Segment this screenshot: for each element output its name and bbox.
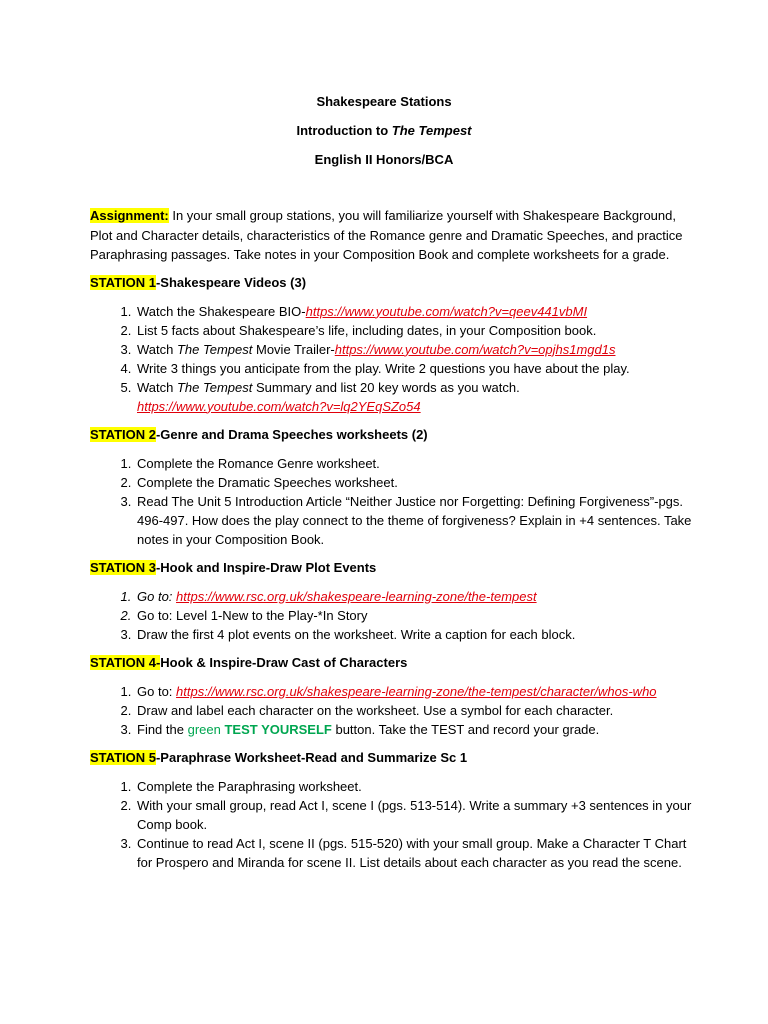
list-item: 3. Read The Unit 5 Introduction Article “Neither Justice nor Forgetting: Defining Forgiveness”-pgs. 496-497. How does the play connect to the theme of forgiveness? Explain in +4 sentences. Take notes in your Composition Book. bbox=[135, 492, 700, 549]
station-3-label: STATION 3 bbox=[90, 559, 156, 575]
list-item-text: Watch bbox=[137, 379, 177, 395]
list-item-text: Go to: bbox=[137, 588, 177, 604]
green-word: green bbox=[187, 721, 225, 737]
station-1-label: STATION 1 bbox=[90, 274, 156, 290]
station-4-label: STATION 4- bbox=[90, 654, 161, 670]
list-item: 3. Continue to read Act I, scene II (pgs. 515-520) with your small group. Make a Character T Chart for Prospero and Miranda for scene II. List details about each character as you read the scene. bbox=[135, 834, 700, 872]
station-3-list bbox=[90, 587, 700, 644]
station-2-list bbox=[90, 454, 700, 549]
station-5-heading bbox=[90, 748, 700, 767]
header-subtitle-play: The Tempest bbox=[391, 123, 472, 138]
list-item bbox=[135, 606, 700, 625]
station-2-heading bbox=[90, 425, 700, 444]
summary-video-link[interactable]: https://www.youtube.com/watch?v=lq2YEqSZo54 bbox=[137, 398, 421, 414]
assignment-paragraph bbox=[90, 206, 700, 265]
station-5-list bbox=[90, 777, 700, 872]
station-1-title: -Shakespeare Videos (3) bbox=[155, 274, 307, 290]
list-item-text: Find the bbox=[137, 721, 188, 737]
list-item: 1. Complete the Paraphrasing worksheet. bbox=[135, 777, 700, 796]
document-header bbox=[0, 93, 768, 180]
rsc-whos-who-link[interactable]: https://www.rsc.org.uk/shakespeare-learning-zone/the-tempest/character/whos-who bbox=[176, 683, 657, 699]
list-item-text: Movie Trailer- bbox=[252, 341, 335, 357]
station-5-title: -Paraphrase Worksheet-Read and Summarize Sc 1 bbox=[155, 749, 468, 765]
list-item-text: Summary and list 20 key words as you watch. bbox=[252, 379, 520, 395]
station-4-heading bbox=[90, 653, 700, 672]
play-title: The Tempest bbox=[176, 379, 253, 395]
list-item-text: button. Take the TEST and record your grade. bbox=[331, 721, 600, 737]
list-item: 4. Write 3 things you anticipate from the play. Write 2 questions you have about the play. bbox=[135, 359, 700, 378]
assignment-text: In your small group stations, you will familiarize yourself with Shakespeare Background, Plot and Character details, characteristics of the Romance genre and Dramatic Speeches, and practice Paraphrasing passages. Take notes in your Composition Book and complete worksheets for a grade. bbox=[90, 208, 683, 262]
station-4-title: Hook & Inspire-Draw Cast of Characters bbox=[160, 654, 408, 670]
test-yourself-label: TEST YOURSELF bbox=[224, 721, 332, 737]
document-body bbox=[90, 206, 700, 881]
list-item: 2. With your small group, read Act I, scene I (pgs. 513-514). Write a summary +3 sentences in your Comp book. bbox=[135, 796, 700, 834]
header-course: English II Honors/BCA bbox=[314, 152, 454, 167]
list-item bbox=[135, 720, 700, 739]
station-3-title: -Hook and Inspire-Draw Plot Events bbox=[155, 559, 377, 575]
list-item bbox=[135, 302, 700, 321]
list-item bbox=[135, 340, 700, 359]
list-item: 2. Draw and label each character on the worksheet. Use a symbol for each character. bbox=[135, 701, 700, 720]
list-item-text: Go to: bbox=[137, 683, 177, 699]
station-1-heading bbox=[90, 273, 700, 292]
list-item bbox=[135, 587, 700, 606]
station-2-title: -Genre and Drama Speeches worksheets (2) bbox=[155, 426, 428, 442]
list-item: 2. List 5 facts about Shakespeare’s life, including dates, in your Composition book. bbox=[135, 321, 700, 340]
list-item: 2. Complete the Dramatic Speeches worksheet. bbox=[135, 473, 700, 492]
rsc-tempest-link[interactable]: https://www.rsc.org.uk/shakespeare-learning-zone/the-tempest bbox=[176, 588, 537, 604]
list-item: 3. Draw the first 4 plot events on the worksheet. Write a caption for each block. bbox=[135, 625, 700, 644]
station-3-heading bbox=[90, 558, 700, 577]
station-5-label: STATION 5 bbox=[90, 749, 156, 765]
station-4-list bbox=[90, 682, 700, 739]
header-subtitle-prefix: Introduction to bbox=[296, 123, 392, 138]
list-item-text: Go to: Level 1-New to the Play-*In Story bbox=[137, 607, 368, 623]
play-title: The Tempest bbox=[176, 341, 253, 357]
list-item-text: Watch the Shakespeare BIO- bbox=[137, 303, 306, 319]
movie-trailer-link[interactable]: https://www.youtube.com/watch?v=opjhs1mgd1s bbox=[334, 341, 616, 357]
list-item bbox=[135, 682, 700, 701]
assignment-label: Assignment: bbox=[90, 208, 169, 223]
list-item: 1. Complete the Romance Genre worksheet. bbox=[135, 454, 700, 473]
list-item bbox=[135, 378, 700, 416]
shakespeare-bio-link[interactable]: https://www.youtube.com/watch?v=qeev441vbMI bbox=[305, 303, 588, 319]
list-item-text: Watch bbox=[137, 341, 177, 357]
header-subtitle bbox=[0, 122, 768, 151]
station-1-list bbox=[90, 302, 700, 416]
station-2-label: STATION 2 bbox=[90, 426, 156, 442]
header-title: Shakespeare Stations bbox=[316, 94, 452, 109]
